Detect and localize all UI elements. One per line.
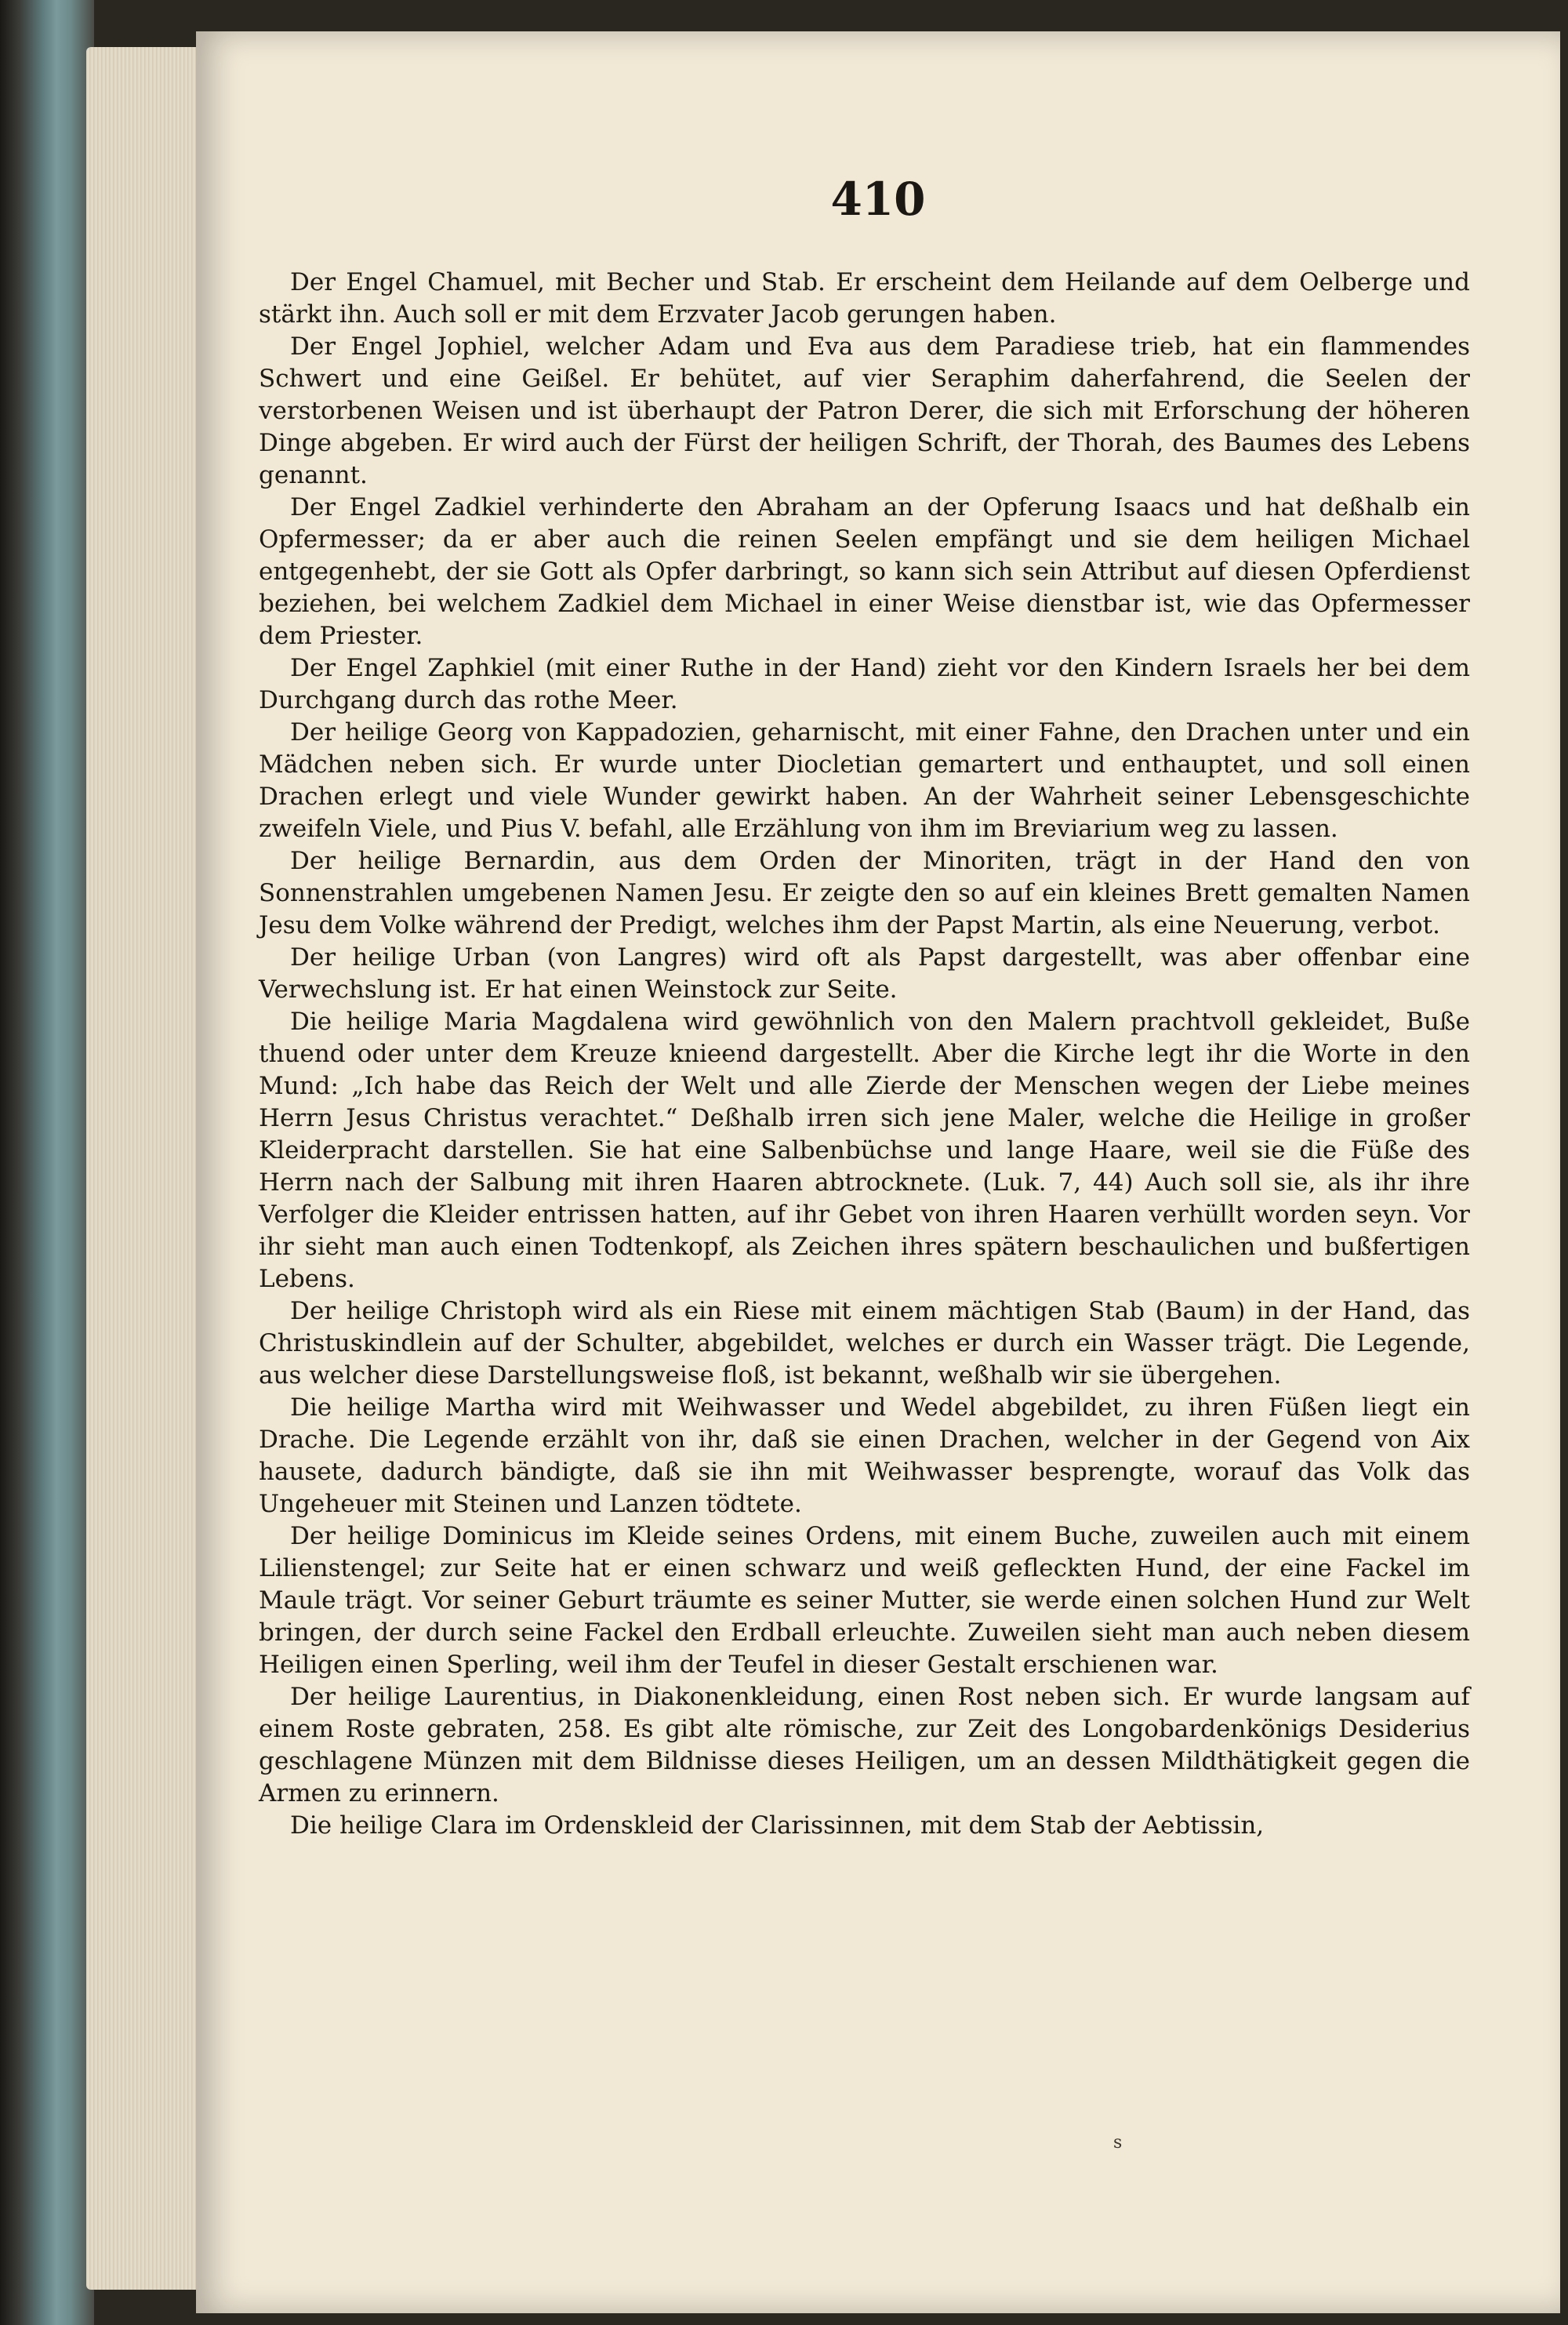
paragraph: Der heilige Urban (von Langres) wird oft als Papst dargestellt, was aber offenbar eine Verwechslung ist. Er hat einen Weinstock zur Seite. — [259, 943, 1470, 1004]
paragraph: Der heilige Dominicus im Kleide seines Ordens, mit einem Buche, zuweilen auch mit einem Lilienstengel; zur Seite hat er einen schwarz und weiß gefleckten Hund, der eine Fackel im Maule trägt. Vor seiner Geburt träumte es seiner Mutter, sie werde einen solchen Hund zur Welt bringen, der durch seine Fackel den Erdball erleuchte. Zuweilen sieht man auch neben diesem Heiligen einen Sperling, weil ihm der Teufel in dieser Gestalt erschienen war. — [259, 1522, 1470, 1679]
paragraph: Der heilige Bernardin, aus dem Orden der Minoriten, trägt in der Hand den von Sonnenstrahlen umgebenen Namen Jesu. Er zeigte den so auf ein kleines Brett gemalten Namen Jesu dem Volke während der Predigt, welches ihm der Papst Martin, als eine Neuerung, verbot. — [259, 847, 1470, 939]
signature-mark: s — [1113, 2133, 1123, 2152]
paragraph: Der heilige Laurentius, in Diakonenkleidung, einen Rost neben sich. Er wurde langsam auf einem Roste gebraten, 258. Es gibt alte römische, zur Zeit des Longobardenkönigs Desiderius geschlagene Münzen mit dem Bildnisse dieses Heiligen, um an dessen Mildthätigkeit gegen die Armen zu erinnern. — [259, 1683, 1470, 1807]
paragraph: Die heilige Clara im Ordenskleid der Clarissinnen, mit dem Stab der Aebtissin, — [290, 1811, 1265, 1840]
paragraph: Der Engel Zadkiel verhinderte den Abraham an der Opferung Isaacs und hat deßhalb ein Opfermesser; da er aber auch die reinen Seelen empfängt und sie dem heiligen Michael entgegenhebt, der sie Gott als Opfer darbringt, so kann sich sein Attribut auf diesen Opferdienst beziehen, bei welchem Zadkiel dem Michael in einer Weise dienstbar ist, wie das Opfermesser dem Priester. — [259, 493, 1470, 650]
paragraph: Die heilige Maria Magdalena wird gewöhnlich von den Malern prachtvoll gekleidet, Buße thuend oder unter dem Kreuze knieend dargestellt. Aber die Kirche legt ihr die Worte in den Mund: „Ich habe das Reich der Welt und alle Zierde der Menschen wegen der Liebe meines Herrn Jesus Christus verachtet.“ Deßhalb irren sich jene Maler, welche die Heilige in großer Kleiderpracht darstellen. Sie hat eine Salbenbüchse und lange Haare, weil sie die Füße des Herrn nach der Salbung mit ihren Haaren abtrocknete. (Luk. 7, 44) Auch soll sie, als ihr ihre Verfolger die Kleider entrissen hatten, auf ihr Gebet von ihren Haaren verhüllt worden seyn. Vor ihr sieht man auch einen Todtenkopf, als Zeichen ihres spätern beschaulichen und bußfertigen Lebens. — [259, 1008, 1470, 1293]
book-spine-edge — [0, 0, 94, 2325]
paragraph: Der heilige Georg von Kappadozien, geharnischt, mit einer Fahne, den Drachen unter und ein Mädchen neben sich. Er wurde unter Diocletian gemartert und enthauptet, und soll einen Drachen erlegt und viele Wunder gewirkt haben. An der Wahrheit seiner Lebensgeschichte zweifeln Viele, und Pius V. befahl, alle Erzählung von ihm im Breviarium weg zu lassen. — [259, 718, 1470, 843]
page-number: 410 — [830, 173, 926, 226]
paragraph: Der Engel Chamuel, mit Becher und Stab. Er erscheint dem Heilande auf dem Oelberge und stärkt ihn. Auch soll er mit dem Erzvater Jacob gerungen haben. — [259, 268, 1470, 329]
paragraph: Der heilige Christoph wird als ein Riese mit einem mächtigen Stab (Baum) in der Hand, das Christuskindlein auf der Schulter, abgebildet, welches er durch ein Wasser trägt. Die Legende, aus welcher diese Darstellungsweise floß, ist bekannt, weßhalb wir sie übergehen. — [259, 1297, 1470, 1390]
book-page — [196, 31, 1560, 2313]
paragraph: Der Engel Jophiel, welcher Adam und Eva aus dem Paradiese trieb, hat ein flammendes Schwert und eine Geißel. Er behütet, auf vier Seraphim daherfahrend, die Seelen der verstorbenen Weisen und ist überhaupt der Patron Derer, die sich mit Erforschung der höheren Dinge abgeben. Er wird auch der Fürst der heiligen Schrift, der Thorah, des Baumes des Lebens genannt. — [259, 332, 1470, 489]
paragraph: Die heilige Martha wird mit Weihwasser und Wedel abgebildet, zu ihren Füßen liegt ein Drache. Die Legende erzählt von ihr, daß sie einen Drachen, welcher in der Gegend von Aix hausete, dadurch bändigte, daß sie ihn mit Weihwasser besprengte, worauf das Volk das Ungeheuer mit Steinen und Lanzen tödtete. — [259, 1393, 1470, 1518]
body-text — [259, 267, 1470, 1842]
paragraph: Der Engel Zaphkiel (mit einer Ruthe in der Hand) zieht vor den Kindern Israels her bei dem Durchgang durch das rothe Meer. — [259, 654, 1470, 714]
page-stack — [86, 47, 204, 2290]
